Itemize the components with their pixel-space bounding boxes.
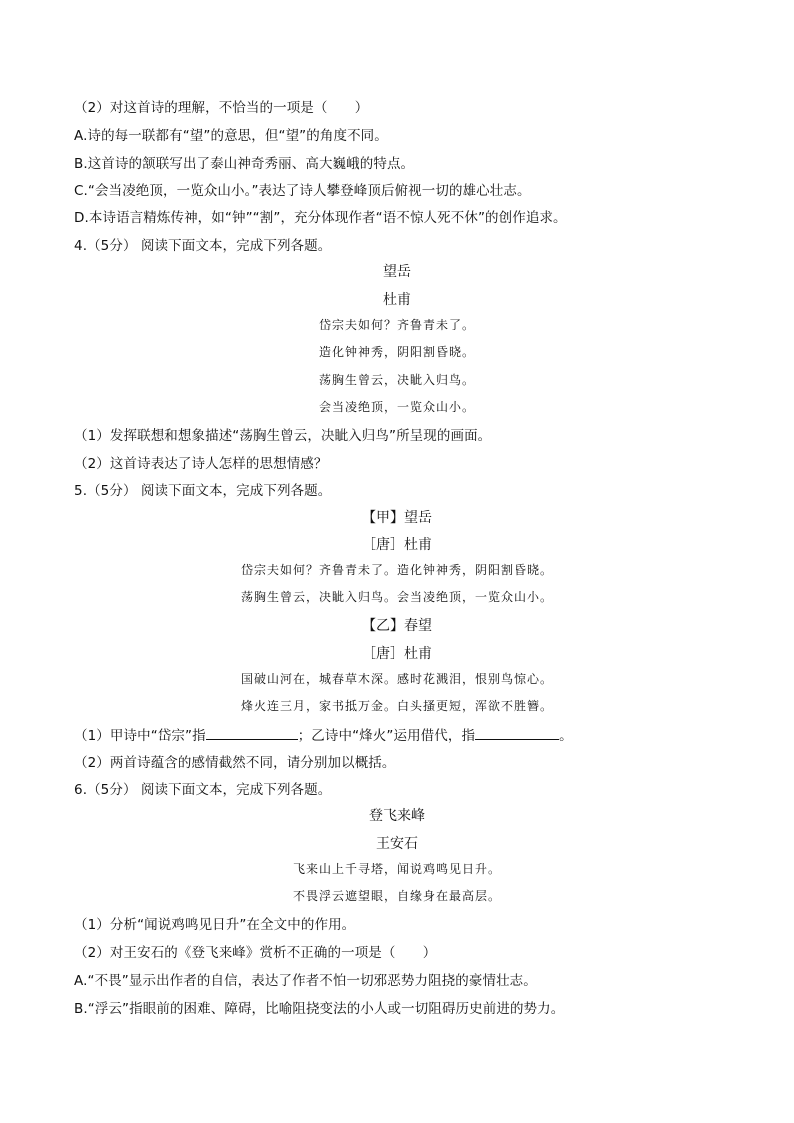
q5-sub1-question <box>74 724 573 744</box>
q4-poem-author: 杜甫 <box>383 292 411 308</box>
q3-sub2-question: （2）对这首诗的理解，不恰当的一项是（ ） <box>74 100 369 116</box>
q4-sub2-question: （2）这首诗表达了诗人怎样的思想情感？ <box>74 456 328 472</box>
q4-heading: 4.（5分） 阅读下面文本，完成下列各题。 <box>74 238 332 254</box>
q6-sub1-question: （1）分析“闻说鸡鸣见日升”在全文中的作用。 <box>74 917 356 933</box>
q5-poem-a-line-1: 岱宗夫如何？齐鲁青未了。造化钟神秀，阴阳割昏晓。 <box>240 563 553 577</box>
q6-poem-author: 王安石 <box>376 836 418 852</box>
q4-poem-line-3: 荡胸生曾云，决眦入归鸟。 <box>318 373 475 387</box>
q6-poem-line-2: 不畏浮云遮望眼，自缘身在最高层。 <box>292 889 501 903</box>
q5-sub2-question: （2）两首诗蕴含的感情截然不同，请分别加以概括。 <box>74 755 396 771</box>
answer-blank-1[interactable] <box>206 727 298 740</box>
q5-sub1-text-start: （1）甲诗中“岱宗”指 <box>74 728 206 744</box>
q5-heading: 5.（5分） 阅读下面文本，完成下列各题。 <box>74 483 332 499</box>
q5-poem-a-line-2: 荡胸生曾云，决眦入归鸟。会当凌绝顶，一览众山小。 <box>240 590 553 604</box>
q5-poem-b-line-2: 烽火连三月，家书抵万金。白头搔更短，浑欲不胜簪。 <box>240 699 553 713</box>
q6-poem-title: 登飞来峰 <box>369 808 425 824</box>
q4-poem-line-2: 造化钟神秀，阴阳割昏晓。 <box>318 345 475 359</box>
q6-option-b: B.“浮云”指眼前的困难、障碍，比喻阻挠变法的小人或一切阻碍历史前进的势力。 <box>74 1001 565 1017</box>
q6-sub2-question: （2）对王安石的《登飞来峰》赏析不正确的一项是（ ） <box>74 945 437 961</box>
q5-poem-b-title: 【乙】春望 <box>362 618 432 634</box>
q5-sub1-text-middle: ；乙诗中“烽火”运用借代，指 <box>297 728 476 744</box>
q4-poem-line-1: 岱宗夫如何？齐鲁青未了。 <box>318 318 475 332</box>
answer-blank-2[interactable] <box>475 727 559 740</box>
q4-poem-line-4: 会当凌绝顶，一览众山小。 <box>318 400 475 414</box>
q5-poem-a-author: ［唐］杜甫 <box>362 537 432 553</box>
q6-heading: 6.（5分） 阅读下面文本，完成下列各题。 <box>74 782 332 798</box>
q3-option-c: C.“会当凌绝顶，一览众山小。”表达了诗人攀登峰顶后俯视一切的雄心壮志。 <box>74 183 531 199</box>
q4-poem-title: 望岳 <box>383 264 411 280</box>
q5-sub1-text-end: 。 <box>559 728 573 744</box>
q5-poem-b-line-1: 国破山河在，城春草木深。感时花溅泪，恨别鸟惊心。 <box>240 672 553 686</box>
q5-poem-b-author: ［唐］杜甫 <box>362 646 432 662</box>
q5-poem-a-title: 【甲】望岳 <box>362 510 432 526</box>
q4-sub1-question: （1）发挥联想和想象描述“荡胸生曾云，决眦入归鸟”所呈现的画面。 <box>74 428 492 444</box>
q6-poem-line-1: 飞来山上千寻塔，闻说鸡鸣见日升。 <box>292 862 501 876</box>
q3-option-d: D.本诗语言精炼传神，如“钟”“割”，充分体现作者“语不惊人死不休”的创作追求。 <box>74 210 567 226</box>
q6-option-a: A.“不畏”显示出作者的自信，表达了作者不怕一切邪恶势力阻挠的豪情壮志。 <box>74 973 537 989</box>
q3-option-a: A.诗的每一联都有“望”的意思，但“望”的角度不同。 <box>74 128 388 144</box>
q3-option-b: B.这首诗的颔联写出了泰山神奇秀丽、高大巍峨的特点。 <box>74 156 415 172</box>
